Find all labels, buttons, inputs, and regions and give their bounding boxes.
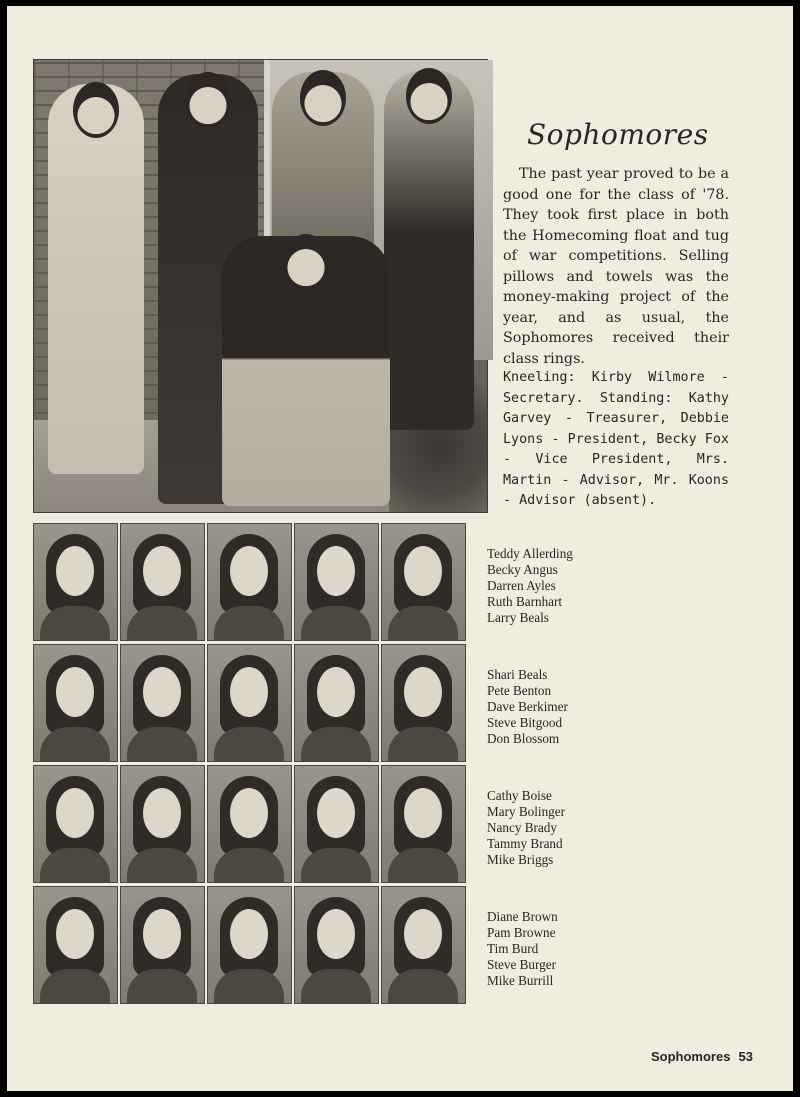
student-name: Mike Burrill [487,973,554,988]
person-standing-1 [48,84,144,474]
person-standing-4 [384,70,474,430]
portrait [381,644,466,762]
page-footer [651,1049,771,1064]
portrait [294,765,379,883]
student-name: Nancy Brady [487,820,557,835]
student-name: Larry Beals [487,610,549,625]
portrait [381,765,466,883]
portrait [294,523,379,641]
student-name: Mary Bolinger [487,804,566,819]
portrait [207,644,292,762]
student-name: Becky Angus [487,562,558,577]
portrait [381,886,466,1004]
portrait [120,765,205,883]
person-kneeling [222,236,390,506]
portrait [381,523,466,641]
portrait [33,765,118,883]
student-name: Teddy Allerding [487,546,573,561]
student-name: Steve Burger [487,957,556,972]
group-photo [33,59,488,513]
student-name: Darren Ayles [487,578,556,593]
section-heading: Sophomores [527,118,709,151]
footer-section-label: Sophomores [651,1049,731,1064]
portrait [120,644,205,762]
student-name: Pam Browne [487,925,556,940]
student-name: Shari Beals [487,667,548,682]
student-name: Cathy Boise [487,788,552,803]
portrait [33,523,118,641]
student-name: Pete Benton [487,683,552,698]
portrait [33,886,118,1004]
photo-caption: Kneeling: Kirby Wilmore - Secretary. Standing: Kathy Garvey - Treasurer, Debbie Lyons - President, Becky Fox - Vice President, Mrs. Martin - Advisor, Mr. Koons - Advisor (absent). [503,370,729,508]
student-name: Tammy Brand [487,836,563,851]
portrait [294,644,379,762]
portrait [33,644,118,762]
student-name: Diane Brown [487,909,558,924]
student-name: Dave Berkimer [487,699,568,714]
name-list-row-4 [487,909,627,989]
student-name: Tim Burd [487,941,539,956]
yearbook-page [7,6,793,1091]
portrait [207,765,292,883]
student-name: Mike Briggs [487,852,554,867]
student-name: Steve Bitgood [487,715,563,730]
portrait [120,886,205,1004]
student-name: Ruth Barnhart [487,594,563,609]
page-number: 53 [738,1049,753,1064]
name-list-row-1 [487,546,627,626]
name-list-row-2 [487,667,627,747]
portrait [207,523,292,641]
portrait [294,886,379,1004]
body-paragraph: The past year proved to be a good one for the class of '78. They took first place in both the Homecoming float and tug of war competitions. Selling pillows and towels was the money-making project of the year, and as usual, the Sophomores received their class rings. [503,166,729,367]
portrait [120,523,205,641]
name-list-row-3 [487,788,627,868]
student-name: Don Blossom [487,731,560,746]
portrait [207,886,292,1004]
